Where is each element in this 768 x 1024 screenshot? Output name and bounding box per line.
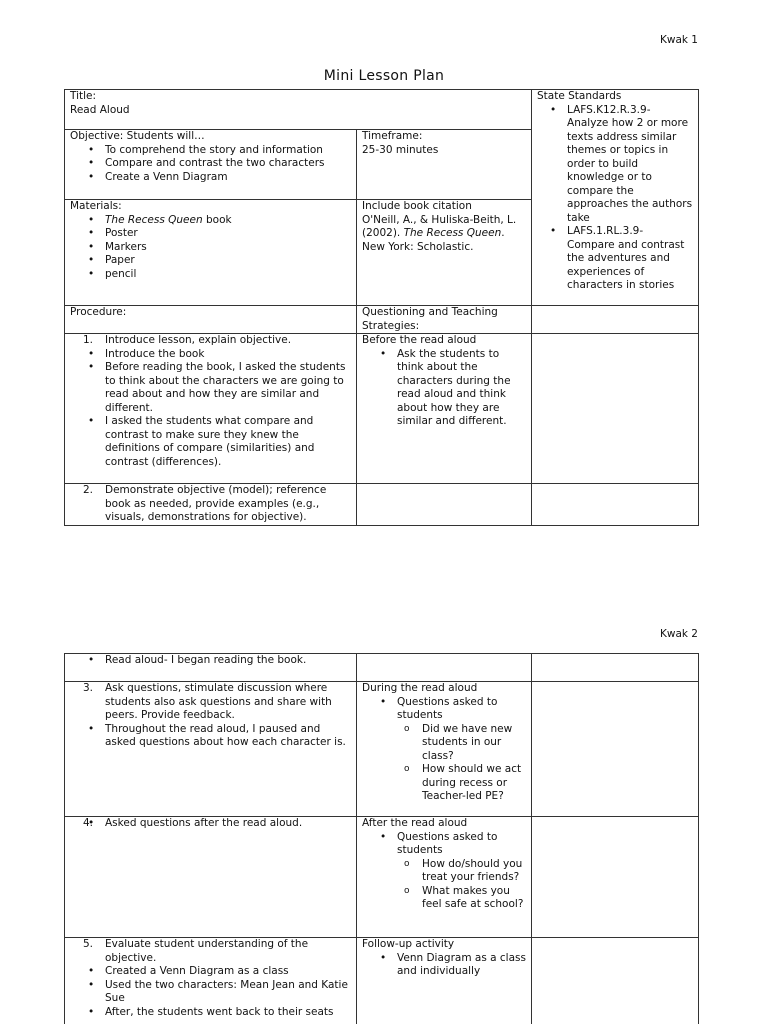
list-item: • Read aloud- I began reading the book. — [70, 654, 351, 668]
list-item: o What makes you feel safe at school? — [362, 885, 526, 912]
timeframe-value: 25-30 minutes — [362, 143, 439, 156]
step-4-cell — [65, 817, 357, 938]
list-item: • Poster — [70, 227, 351, 241]
document-title: Mini Lesson Plan — [323, 68, 445, 84]
book-title: The Recess Queen — [105, 213, 203, 226]
step-number: 3. — [83, 682, 94, 694]
list-item — [70, 938, 351, 965]
list-item — [70, 682, 351, 723]
list-item: • Ask the students to think about the characters during the read aloud and think about how they are similar and different. — [362, 348, 526, 429]
step-5-cell — [65, 938, 357, 1024]
strategy-sub-list — [362, 858, 526, 912]
empty-cell — [532, 682, 699, 817]
citation-authors: O'Neill, A., & Huliska-Beith, L. (2002). — [362, 213, 517, 239]
list-item: • Used the two characters: Mean Jean and Katie Sue — [70, 979, 351, 1006]
read-aloud-cell — [65, 654, 357, 682]
step-4-bullets — [70, 817, 351, 831]
list-item: • To comprehend the story and information — [70, 144, 351, 158]
strategy-list — [362, 831, 526, 858]
empty-cell — [532, 484, 699, 526]
step-number: 5. — [83, 938, 94, 950]
page-2 — [0, 618, 768, 1024]
step-5-strategy-cell — [357, 938, 532, 1024]
empty-cell — [532, 938, 699, 1024]
title-value: Read Aloud — [70, 103, 130, 116]
list-item: • Questions asked to students — [362, 696, 526, 723]
list-item: • I asked the students what compare and contrast to make sure they knew the definitions of compare (similarities) and contrast (differences). — [70, 415, 351, 469]
step-text: Ask questions, stimulate discussion where students also ask questions and share with peers. Provide feedback. — [105, 682, 332, 721]
strategy-label: Before the read aloud — [362, 334, 477, 346]
step-1-strategy-cell — [357, 334, 532, 484]
book-suffix: book — [202, 213, 232, 226]
strategy-sub-list — [362, 723, 526, 804]
materials-cell — [65, 200, 357, 306]
materials-list — [70, 214, 351, 282]
timeframe-label: Timeframe: — [362, 130, 423, 142]
citation-publisher: . New York: Scholastic. — [362, 227, 505, 253]
questioning-header-cell — [357, 306, 532, 334]
strategy-label: During the read aloud — [362, 682, 478, 694]
empty-cell — [532, 817, 699, 938]
strategy-label: After the read aloud — [362, 817, 468, 829]
objective-list — [70, 144, 351, 185]
empty-cell — [532, 654, 699, 682]
strategy-label: Follow-up activity — [362, 938, 455, 950]
list-item: • Throughout the read aloud, I paused and asked questions about how each character is. — [70, 723, 351, 750]
title-cell — [65, 90, 532, 130]
list-item: • LAFS.K12.R.3.9- Analyze how 2 or more texts address similar themes or topics in order to build knowledge or to compare the approaches the authors take — [537, 104, 693, 226]
step-1-cell — [65, 334, 357, 484]
lesson-plan-table — [64, 89, 699, 526]
empty-cell — [357, 484, 532, 526]
citation-text — [362, 214, 526, 255]
citation-cell — [357, 200, 532, 306]
state-standards-list — [537, 104, 693, 293]
step-4-strategy-cell — [357, 817, 532, 938]
list-item: • Markers — [70, 241, 351, 255]
citation-label: Include book citation — [362, 200, 472, 212]
list-item — [70, 214, 351, 228]
procedure-header-cell — [65, 306, 357, 334]
list-item: • Created a Venn Diagram as a class — [70, 965, 351, 979]
empty-cell — [357, 654, 532, 682]
materials-label: Materials: — [70, 200, 122, 212]
list-item: • After, the students went back to their seats — [70, 1006, 351, 1020]
list-item: • Venn Diagram as a class and individually — [362, 952, 526, 979]
strategy-list — [362, 696, 526, 723]
step-3-strategy-cell — [357, 682, 532, 817]
title-label: Title: — [70, 90, 97, 102]
citation-book-title: The Recess Queen — [403, 227, 502, 239]
step-1-bullets — [70, 348, 351, 470]
page-header: Kwak 1 — [659, 34, 698, 46]
list-item: • Asked questions after the read aloud. — [70, 817, 351, 831]
list-item: o How should we act during recess or Teacher-led PE? — [362, 763, 526, 804]
list-item: • Introduce the book — [70, 348, 351, 362]
empty-cell — [532, 306, 699, 334]
list-item — [70, 334, 351, 348]
step-3-bullets — [70, 723, 351, 750]
strategy-list — [362, 952, 526, 979]
list-item: • LAFS.1.RL.3.9- Compare and contrast the adventures and experiences of characters in stories — [537, 225, 693, 293]
timeframe-cell — [357, 130, 532, 200]
list-item: • Paper — [70, 254, 351, 268]
step-list — [70, 334, 351, 348]
list-item: • Questions asked to students — [362, 831, 526, 858]
step-number: 2. — [83, 484, 94, 496]
step-number: 1. — [83, 334, 94, 346]
procedure-label: Procedure: — [70, 306, 127, 318]
questioning-label: Questioning and Teaching Strategies: — [362, 306, 498, 332]
step-2-cell — [65, 484, 357, 526]
list-item: o Did we have new students in our class? — [362, 723, 526, 764]
list-item: • Before reading the book, I asked the students to think about the characters we are going to read about and how they are similar and different. — [70, 361, 351, 415]
step-list — [70, 682, 351, 723]
empty-cell — [532, 334, 699, 484]
step-3-cell — [65, 682, 357, 817]
state-standards-label: State Standards — [537, 90, 622, 102]
list-item: • pencil — [70, 268, 351, 282]
step-text: Evaluate student understanding of the objective. — [105, 938, 309, 964]
list-item — [70, 484, 351, 525]
step-5-bullets — [70, 965, 351, 1019]
lesson-plan-table-continued — [64, 653, 699, 1024]
step-text: Demonstrate objective (model); reference book as needed, provide examples (e.g., visuals, demonstrations for objective). — [105, 484, 327, 523]
step-number: 4. — [83, 817, 94, 829]
read-aloud-list — [70, 654, 351, 668]
step-text: Introduce lesson, explain objective. — [105, 334, 292, 346]
strategy-list — [362, 348, 526, 429]
step-list — [70, 484, 351, 525]
list-item: o How do/should you treat your friends? — [362, 858, 526, 885]
objective-cell — [65, 130, 357, 200]
list-item: • Create a Venn Diagram — [70, 171, 351, 185]
list-item: • Compare and contrast the two characters — [70, 157, 351, 171]
objective-label: Objective: Students will… — [70, 130, 205, 142]
step-list — [70, 938, 351, 965]
page-header: Kwak 2 — [659, 628, 698, 640]
state-standards-cell — [532, 90, 699, 306]
